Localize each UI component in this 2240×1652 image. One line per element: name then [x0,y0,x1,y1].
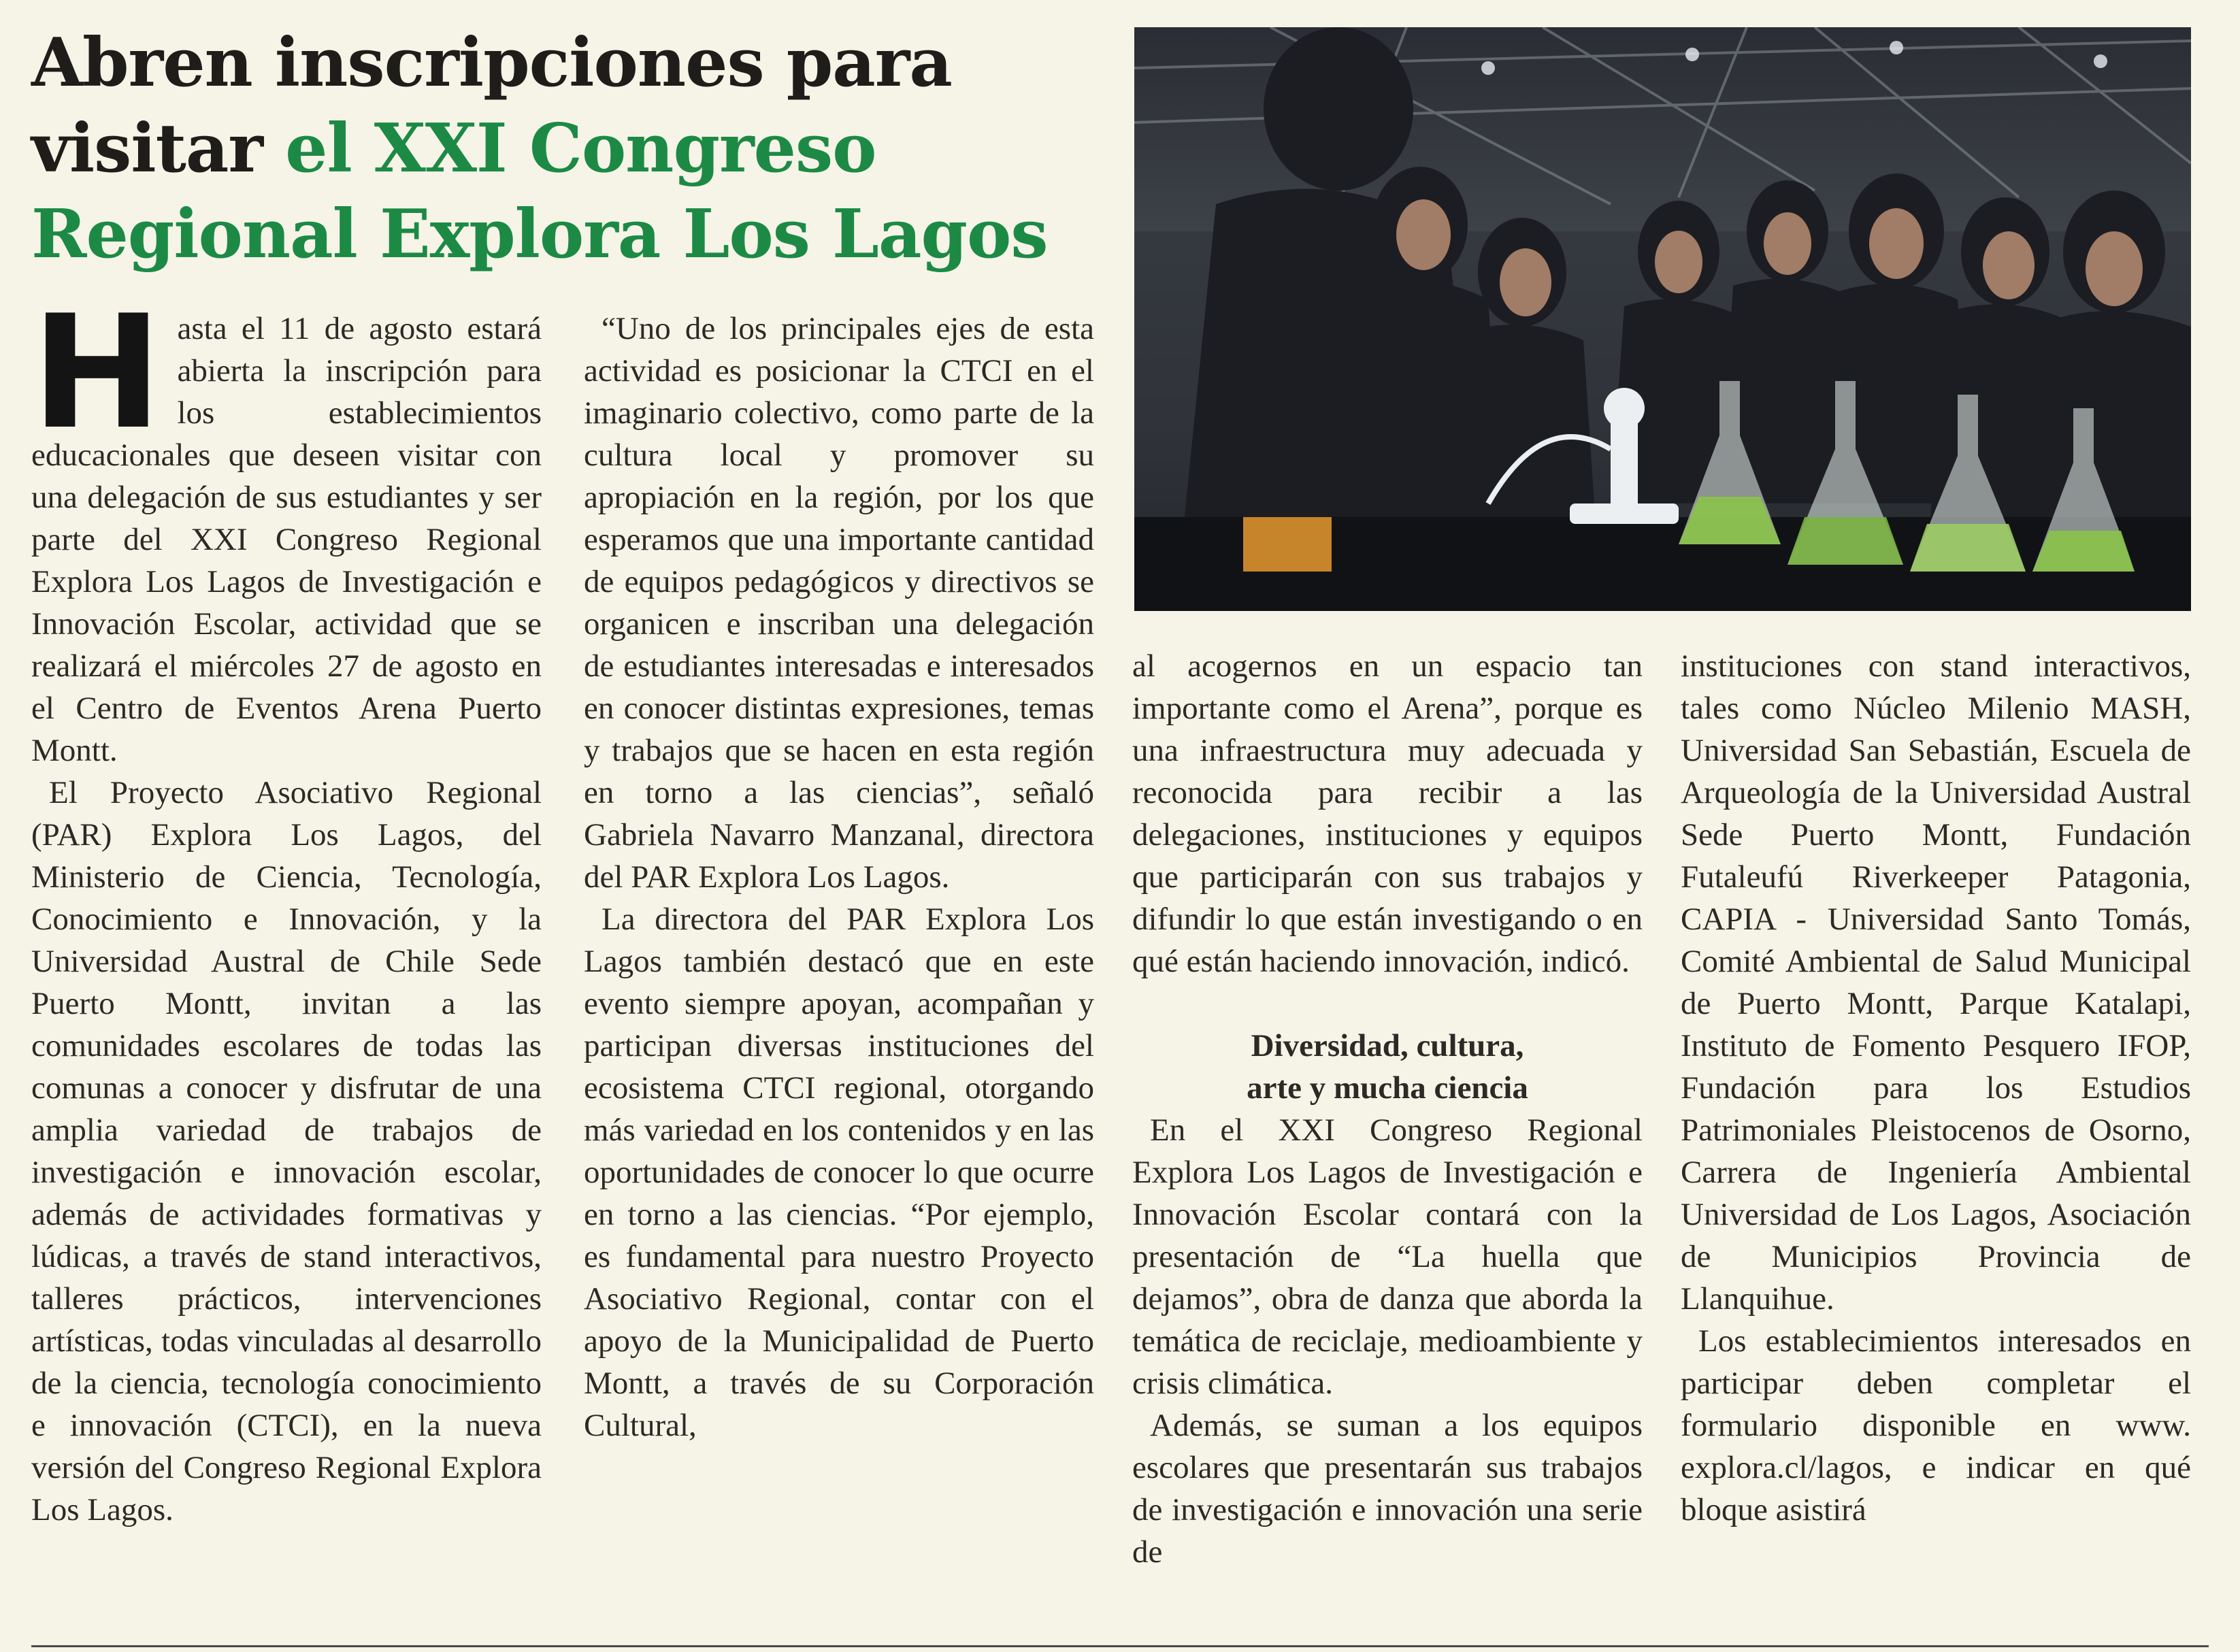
paragraph-5: En el XXI Congreso Regional Explora Los Lagos de Investigación e Innovación Escolar contará con la presentación de “La huella que dejamos”, obra de danza que aborda la temática de reciclaje, medioambiente y crisis climática. [1132,1112,1643,1401]
paragraph-6: Además, se suman a los equipos escolares que presentarán sus trabajos de investigación e innovación una serie de [1132,1408,1643,1570]
headline [31,20,1120,278]
column-1 [31,282,542,1531]
paragraph-7: Los establecimientos interesados en participar deben completar el formulario disponible en www. explora.cl/lagos, e indicar en qué bloque asistirá [1681,1323,2191,1527]
column-2 [584,308,1094,1447]
lab-scene-illustration [1134,27,2191,611]
article-photo [1134,27,2191,611]
headline-line2-plain: visitar [31,110,286,188]
paragraph-2: El Proyecto Asociativo Regional (PAR) Explora Los Lagos, del Ministerio de Ciencia, Tecnología, Conocimiento e Innovación, y la Universidad Austral de Chile Sede Puerto Montt, invitan a las comunidades escolares de todas las comunas a conocer y disfrutar de una amplia variedad de trabajos de investigación e innovación escolar, además de actividades formativas y lúdicas, a través de stand interactivos, talleres prácticos, intervenciones artísticas, todas vinculadas al desarrollo de la ciencia, tecnología conocimiento e innovación (CTCI), en la nueva versión del Congreso Regional Explora Los Lagos. [31,775,542,1527]
paragraph-6-continued: instituciones con stand interactivos, tales como Núcleo Milenio MASH, Universidad San Sebastián, Escuela de Arqueología de la Universidad Austral Sede Puerto Montt, Fundación Futaleufú Riverkeeper Patagonia, CAPIA - Universidad Santo Tomás, Comité Ambiental de Salud Municipal de Puerto Montt, Parque Katalapi, Instituto de Fomento Pesquero IFOP, Fundación para los Estudios Patrimoniales Pleistocenos de Osorno, Carrera de Ingeniería Ambiental Universidad de Los Lagos, Asociación de Municipios Provincia de Llanquihue. [1681,648,2191,1317]
paragraph-1-text: asta el 11 de agosto estará abierta la inscripción para los establecimientos educacionales que deseen visitar con una delegación de sus estudiantes y ser parte del XXI Congreso Regional Explora Los Lagos de Investigación e Innovación Escolar, actividad que se realizará el miércoles 27 de agosto en el Centro de Eventos Arena Puerto Montt. [31,311,542,768]
paragraph-1 [31,282,542,772]
headline-line2-green: el XXI Congreso [285,110,876,188]
section-subhead-line2: arte y mucha ciencia [1247,1070,1528,1106]
headline-line1: Abren inscripciones para [31,24,952,102]
paragraph-4-continued: al acogernos en un espacio tan importante como el Arena”, porque es una infraestructura muy adecuada y reconocida para recibir a las delegaciones, instituciones y equipos que participarán con sus trabajos y difundir lo que están investigando o en qué están haciendo innovación, indicó. [1132,648,1643,979]
drop-cap: H [31,282,163,464]
column-4 [1681,645,2191,1531]
section-subhead-line1: Diversidad, cultura, [1251,1028,1524,1063]
headline-line3-green: Regional Explora Los Lagos [31,195,1048,274]
bottom-rule [31,1645,2209,1647]
paragraph-3: “Uno de los principales ejes de esta actividad es posicionar la CTCI en el imaginario colectivo, como parte de la cultura local y promover su apropiación en la región, por los que esperamos que una importante cantidad de equipos pedagógicos y directivos se organicen e inscriban una delegación de estudiantes interesadas e interesados en conocer distintas expresiones, temas y trabajos que se hacen en esta región en torno a las ciencias”, señaló Gabriela Navarro Manzanal, directora del PAR Explora Los Lagos. [584,311,1094,895]
paragraph-4: La directora del PAR Explora Los Lagos también destacó que en este evento siempre apoyan, acompañan y participan diversas instituciones del ecosistema CTCI regional, otorgando más variedad en los contenidos y en las oportunidades de conocer lo que ocurre en torno a las ciencias. “Por ejemplo, es fundamental para nuestro Proyecto Asociativo Regional, contar con el apoyo de la Municipalidad de Puerto Montt, a través de su Corporación Cultural, [584,902,1094,1443]
column-3 [1132,645,1643,1573]
